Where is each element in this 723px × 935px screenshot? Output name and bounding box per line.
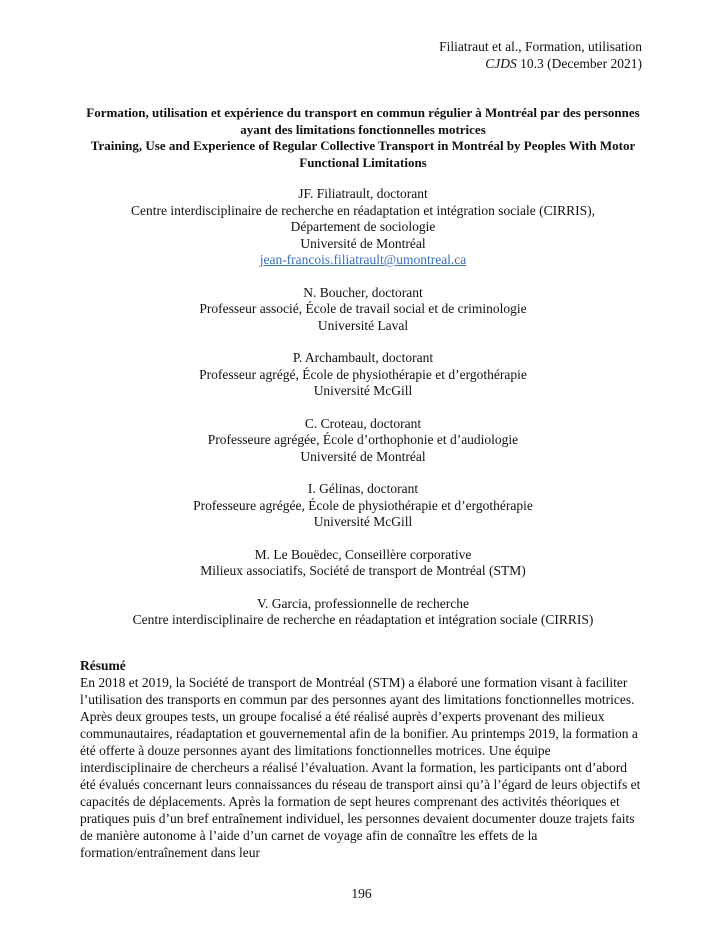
author-name: C. Croteau, doctorant [304, 415, 422, 431]
author-affiliation-line: Professeure agrégée, École d’orthophonie et d’audiologie [207, 432, 519, 447]
author-block [60, 350, 666, 400]
author-block [60, 416, 666, 466]
title-french: Formation, utilisation et expérience du transport en commun régulier à Montréal par des personnes ayant des limitations fonctionnelles motrices [86, 105, 640, 137]
author-affiliation-line: Département de sociologie [290, 219, 436, 234]
author-affiliation-line: Université de Montréal [300, 235, 426, 251]
author-block [60, 186, 666, 269]
author-name: I. Gélinas, doctorant [307, 481, 419, 496]
author-block [60, 547, 666, 580]
author-list [60, 186, 666, 645]
title-english: Training, Use and Experience of Regular Collective Transport in Montréal by Peoples With Motor Functional Limitations [90, 138, 636, 170]
running-header-authors: Filiatraut et al., Formation, utilisation [439, 39, 642, 54]
author-affiliation-line: Professeur associé, École de travail social et de criminologie [199, 301, 527, 316]
author-affiliation-line: Centre interdisciplinaire de recherche en réadaptation et intégration sociale (CIRRIS), [130, 202, 596, 218]
author-email-link[interactable]: jean-francois.filiatrault@umontreal.ca [259, 252, 467, 267]
journal-issue: 10.3 (December 2021) [516, 56, 642, 71]
author-block [60, 481, 666, 531]
author-affiliation-line: Milieux associatifs, Société de transport de Montréal (STM) [200, 563, 526, 578]
journal-name: CJDS [485, 56, 517, 71]
author-block [60, 596, 666, 629]
author-affiliation-line: Université de Montréal [300, 448, 426, 464]
running-header [439, 38, 642, 72]
author-name: P. Archambault, doctorant [292, 350, 434, 365]
abstract-heading: Résumé [80, 658, 126, 673]
author-affiliation-line: Université McGill [313, 383, 413, 398]
author-name: JF. Filiatrault, doctorant [298, 186, 428, 201]
author-affiliation-line: Professeure agrégée, École de physiothérapie et d’ergothérapie [193, 497, 533, 513]
author-affiliation-line: Université McGill [313, 514, 413, 529]
abstract-body: En 2018 et 2019, la Société de transport de Montréal (STM) a élaboré une formation visant à faciliter l’utilisation des transports en commun par des personnes ayant des limitations fonctionnelles motrices. Après deux groupes tests, un groupe focalisé a été réalisé auprès d’experts provenant des milieux communautaires, réadaptation et gouvernemental afin de la bonifier. Au printemps 2019, la formation a été offerte à douze personnes ayant des limitations fonctionnelles motrices. Une équipe interdisciplinaire de chercheurs a réalisé l’évaluation. Avant la formation, les participants ont d’abord été évalués concernant leurs connaissances du réseau de transport ainsi qu’à l’égard de leurs objectifs et capacités de déplacements. Après la formation de sept heures comprenant des activités théoriques et pratiques puis d’un bref entraînement individuel, les personnes devaient documenter douze trajets faits de manière autonome à l’aide d’un carnet de voyage afin de connaître les effets de la formation/entraînement dans leur [80, 675, 641, 860]
running-header-journal-line [439, 55, 642, 72]
page-number: 196 [351, 886, 372, 901]
author-name: N. Boucher, doctorant [303, 284, 423, 300]
author-affiliation-line: Professeur agrégé, École de physiothérapie et d’ergothérapie [199, 366, 527, 382]
author-affiliation-line: Centre interdisciplinaire de recherche en réadaptation et intégration sociale (CIRRIS) [132, 612, 594, 627]
abstract-section [80, 657, 645, 861]
author-name: V. Garcia, professionnelle de recherche [257, 595, 469, 611]
author-name: M. Le Bouëdec, Conseillère corporative [254, 546, 472, 562]
author-affiliation-line: Université Laval [317, 317, 409, 333]
author-block [60, 285, 666, 335]
article-titles [80, 105, 646, 171]
